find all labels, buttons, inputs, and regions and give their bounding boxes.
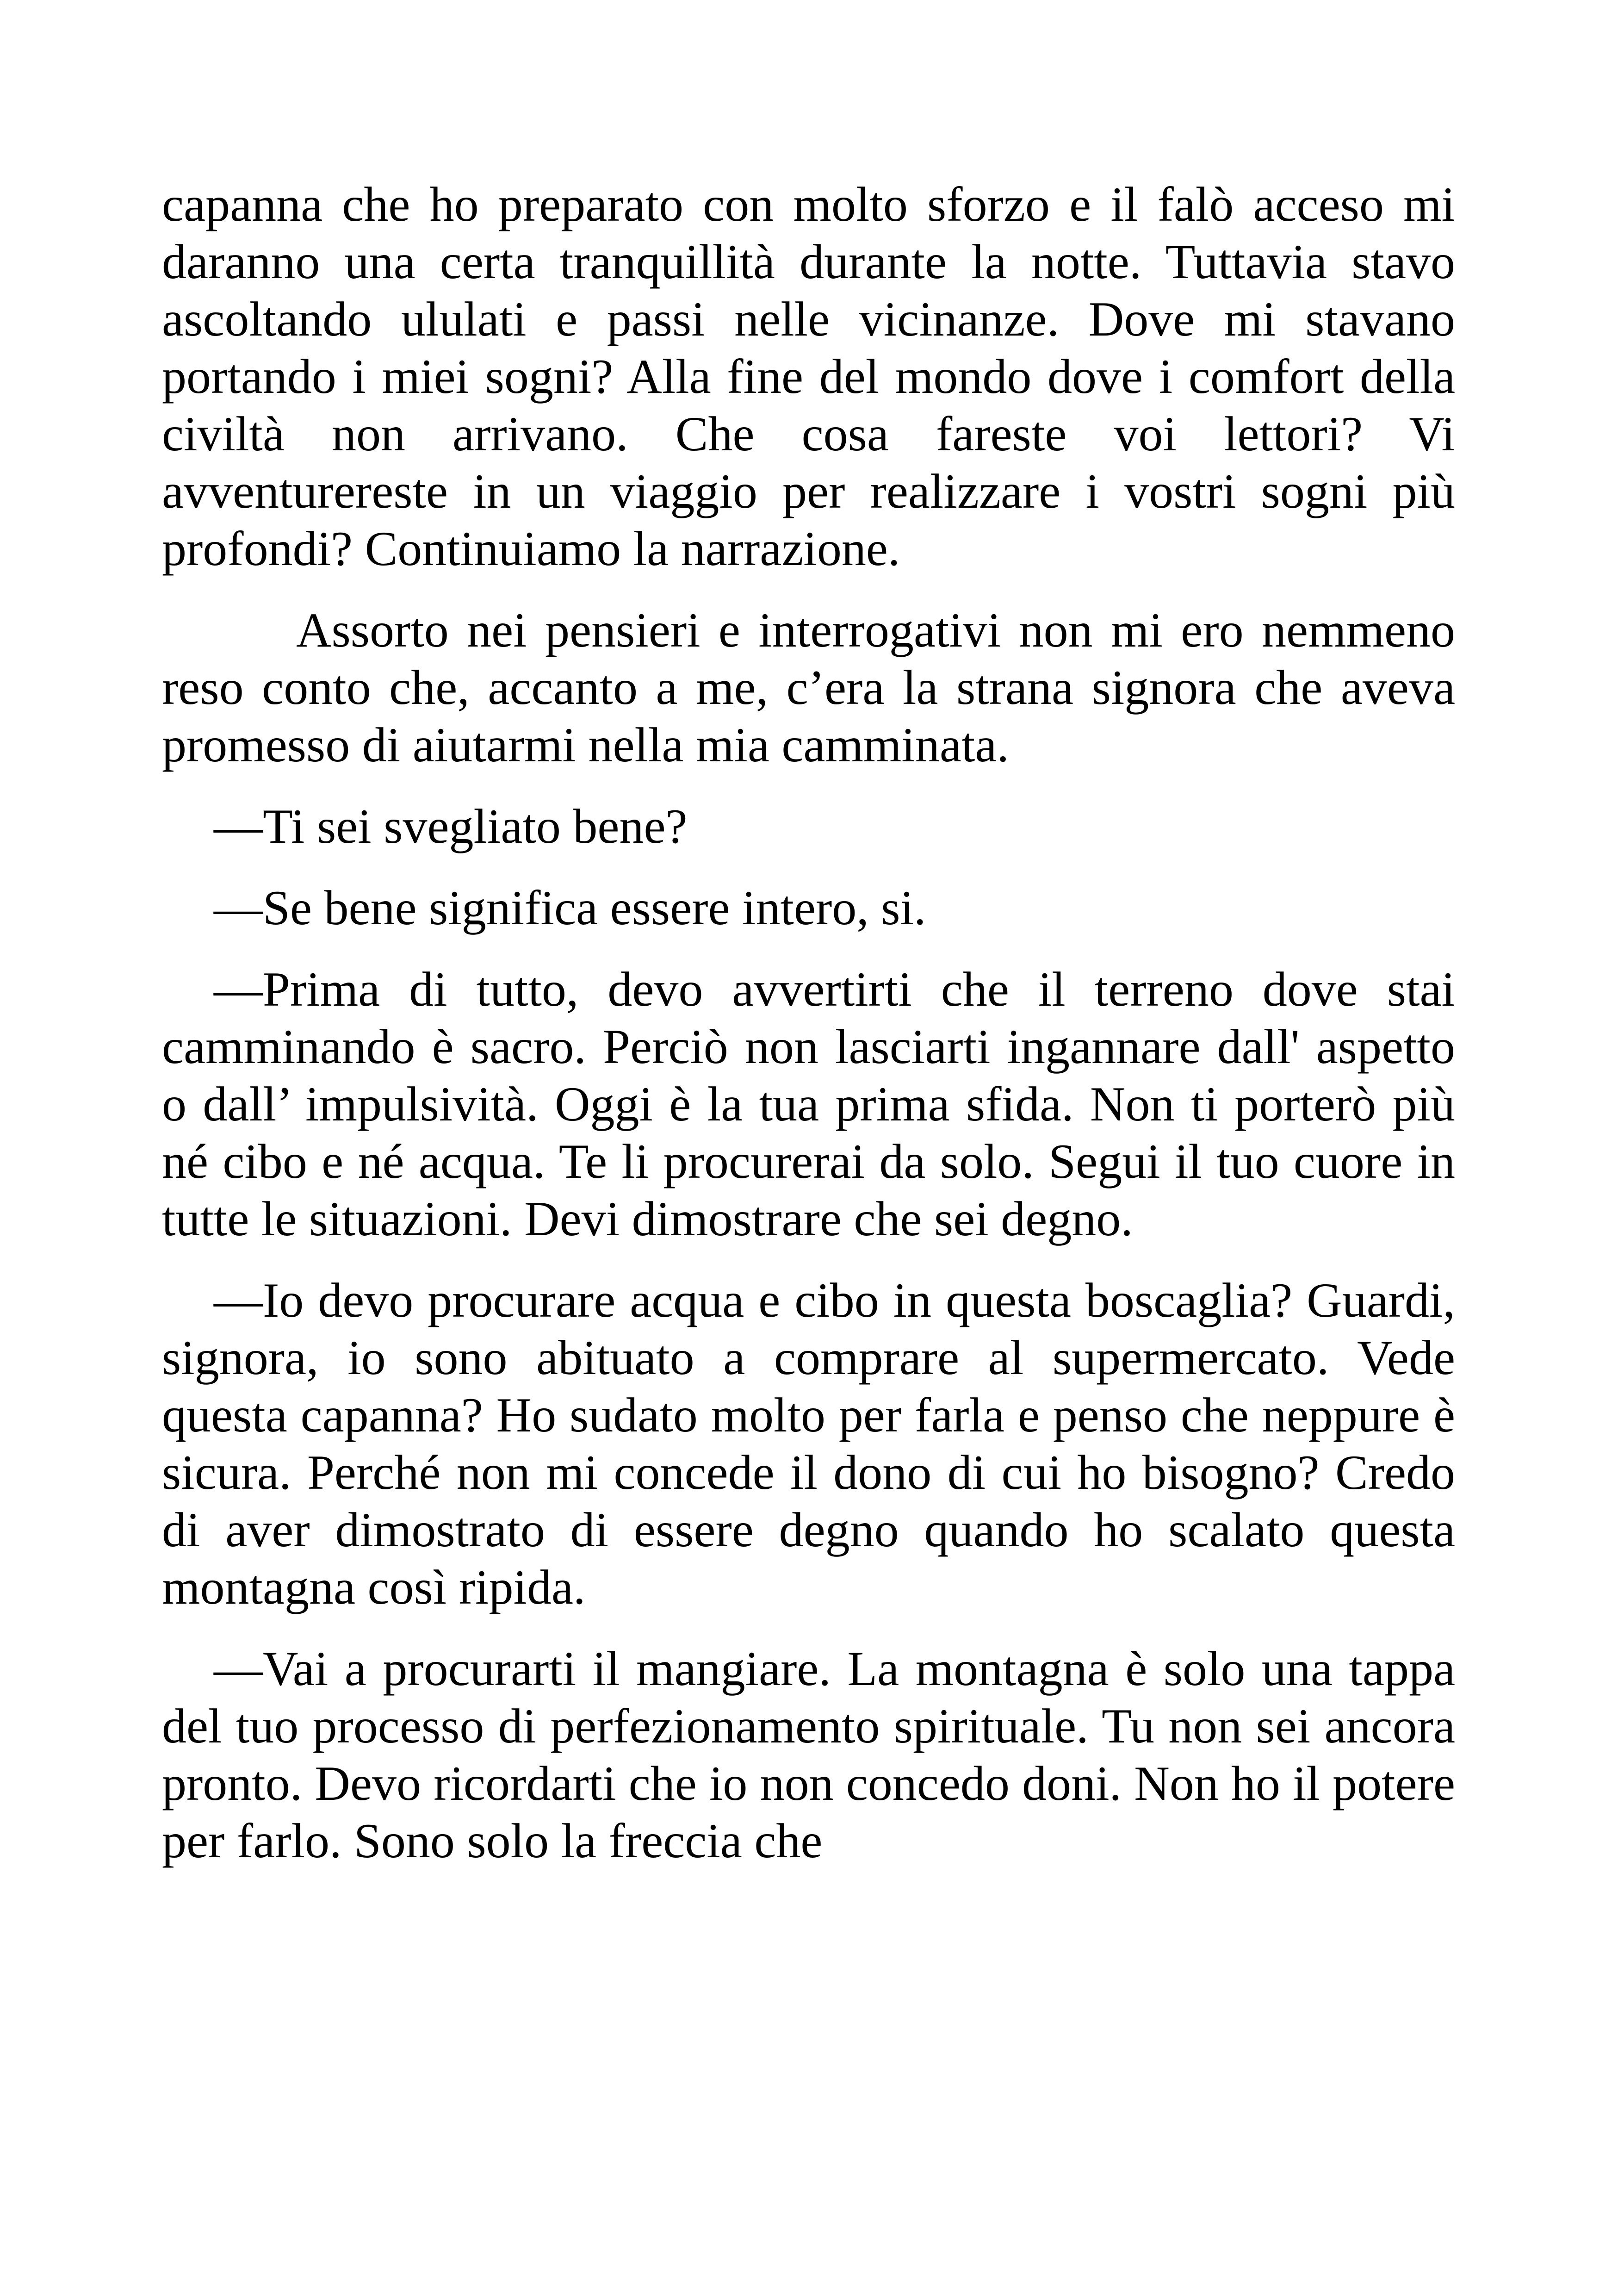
- dialogue-paragraph-3: —Prima di tutto, devo avvertirti che il terreno dove stai camminando è sacro. Perciò non lasciarti ingannare dall' aspetto o dall’ impulsività. Oggi è la tua prima sfida. Non ti porterò più né cibo e né acqua. Te li procurerai da solo. Segui il tuo cuore in tutte le situazioni. Devi dimostrare che sei degno.: [162, 962, 1455, 1246]
- dialogue-paragraph-5: —Vai a procurarti il mangiare. La montagna è solo una tappa del tuo processo di perfezionamento spirituale. Tu non sei ancora pronto. Devo ricordarti che io non concedo doni. Non ho il potere per farlo. Sono solo la freccia che: [162, 1642, 1455, 1868]
- page-body-text: [162, 176, 1455, 1870]
- paragraph-2: Assorto nei pensieri e interrogativi non mi ero nemmeno reso conto che, accanto a me, c’era la strana signora che aveva promesso di aiutarmi nella mia camminata.: [162, 603, 1455, 772]
- dialogue-line-2: —Se bene significa essere intero, si.: [214, 881, 926, 935]
- paragraph-1: capanna che ho preparato con molto sforzo e il falò acceso mi daranno una certa tranquillità durante la notte. Tuttavia stavo ascoltando ululati e passi nelle vicinanze. Dove mi stavano portando i miei sogni? Alla fine del mondo dove i comfort della civiltà non arrivano. Che cosa fareste voi lettori? Vi avventurereste in un viaggio per realizzare i vostri sogni più profondi? Continuiamo la narrazione.: [162, 177, 1455, 576]
- dialogue-line-1: —Ti sei svegliato bene?: [214, 799, 688, 853]
- dialogue-paragraph-4: —Io devo procurare acqua e cibo in questa boscaglia? Guardi, signora, io sono abituato a comprare al supermercato. Vede questa capanna? Ho sudato molto per farla e penso che neppure è sicura. Perché non mi concede il dono di cui ho bisogno? Credo di aver dimostrato di essere degno quando ho scalato questa montagna così ripida.: [162, 1273, 1455, 1614]
